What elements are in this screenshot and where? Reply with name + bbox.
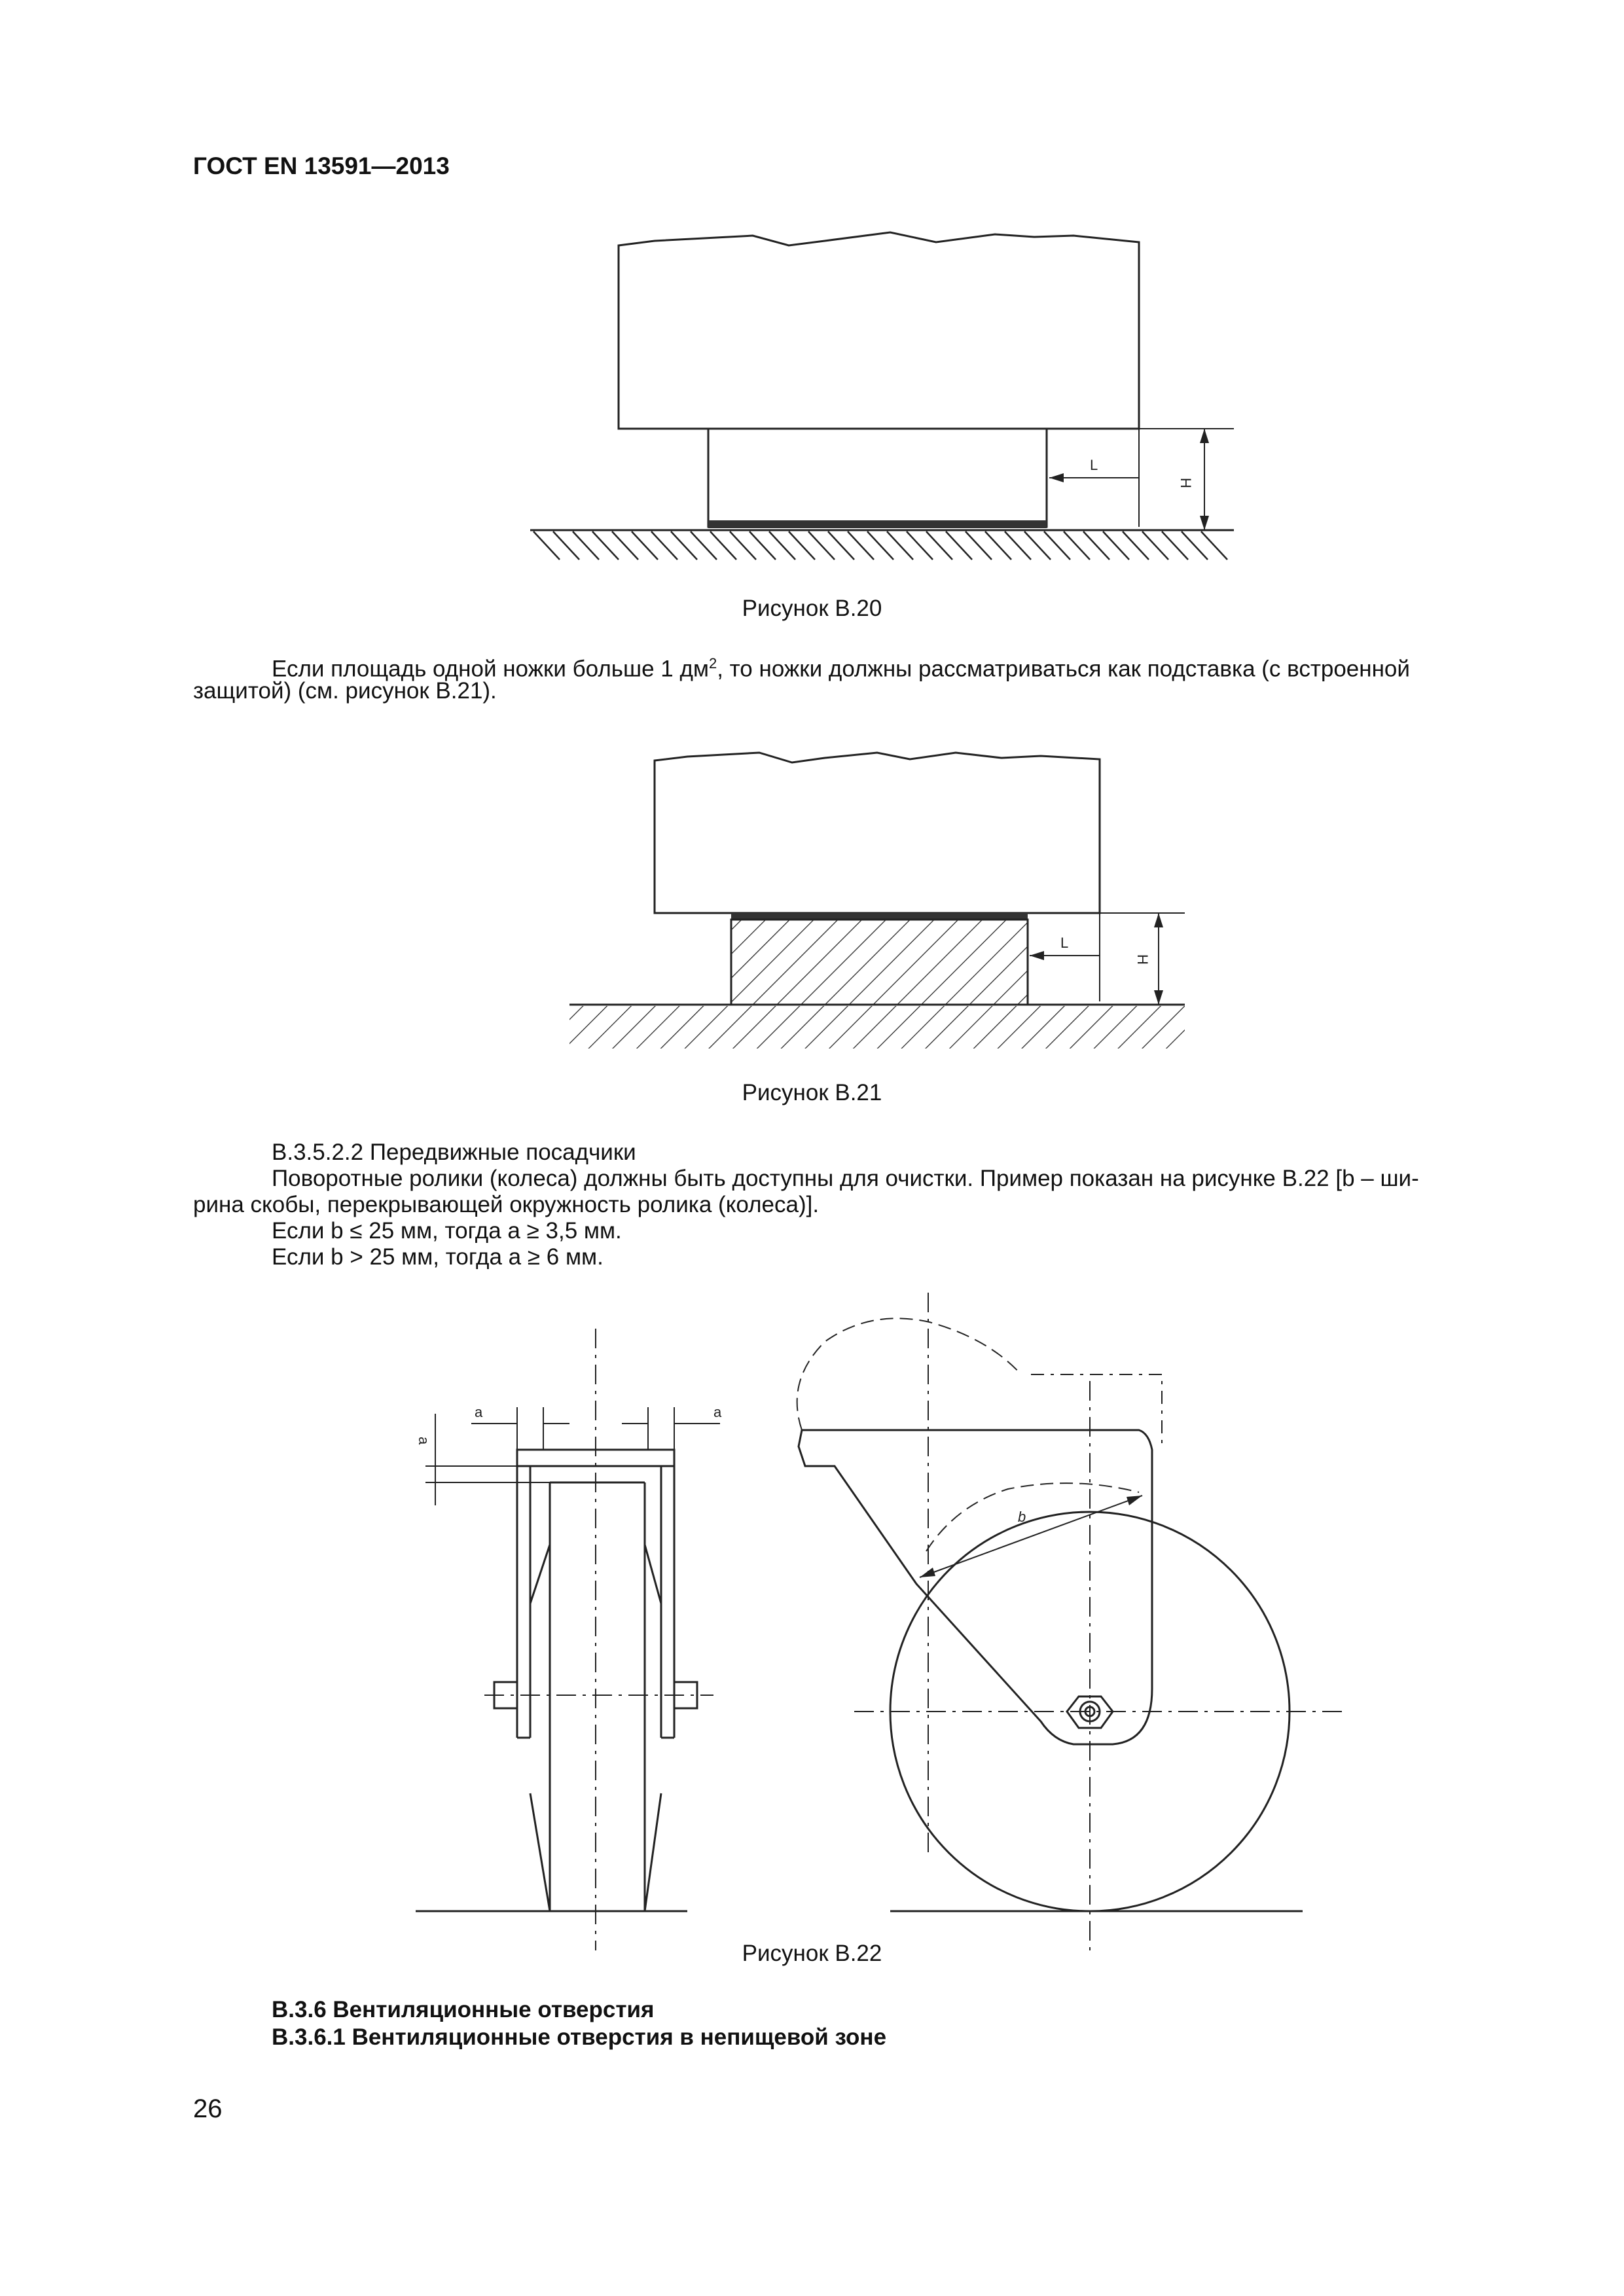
section-b3522-heading: В.3.5.2.2 Передвижные посадчики: [272, 1139, 636, 1165]
figure-b21-caption: Рисунок В.21: [742, 1080, 882, 1105]
paragraph-feet-area-line2: защитой) (см. рисунок В.21).: [193, 678, 497, 704]
condition-1: Если b ≤ 25 мм, тогда a ≥ 3,5 мм.: [272, 1218, 622, 1244]
paragraph-feet-area-text-a: Если площадь одной ножки больше 1 дм: [272, 656, 709, 682]
page-number: 26: [193, 2094, 223, 2123]
superscript: 2: [708, 655, 717, 672]
section-b36-heading: В.3.6 Вентиляционные отверстия: [272, 1997, 655, 2022]
condition-2: Если b > 25 мм, тогда a ≥ 6 мм.: [272, 1244, 604, 1270]
document-header: ГОСТ EN 13591—2013: [193, 152, 450, 179]
figure-b22-label-a-right: a: [713, 1404, 722, 1420]
figure-b21-label-h: H: [1134, 954, 1151, 965]
figure-b22-label-a-vertical: a: [416, 1437, 432, 1445]
paragraph-casters-line1: Поворотные ролики (колеса) должны быть доступны для очистки. Пример показан на рисунке В.22 [b – ши-: [272, 1166, 1419, 1191]
figure-b20-label-l: L: [1090, 457, 1098, 473]
section-b361-heading: В.3.6.1 Вентиляционные отверстия в непищевой зоне: [272, 2024, 887, 2050]
paragraph-feet-area-text-b: , то ножки должны рассматриваться как подставка (с встроенной: [717, 656, 1410, 682]
figure-b22-label-a-left: a: [475, 1404, 483, 1420]
figure-b22-label-b: b: [1018, 1509, 1026, 1525]
figure-b20-label-h: H: [1178, 478, 1194, 488]
figure-b20-caption: Рисунок В.20: [742, 596, 882, 621]
figure-b21-label-l: L: [1060, 935, 1069, 951]
figure-b22-caption: Рисунок В.22: [742, 1941, 882, 1966]
paragraph-casters-line2: рина скобы, перекрывающей окружность ролика (колеса)].: [193, 1192, 820, 1217]
